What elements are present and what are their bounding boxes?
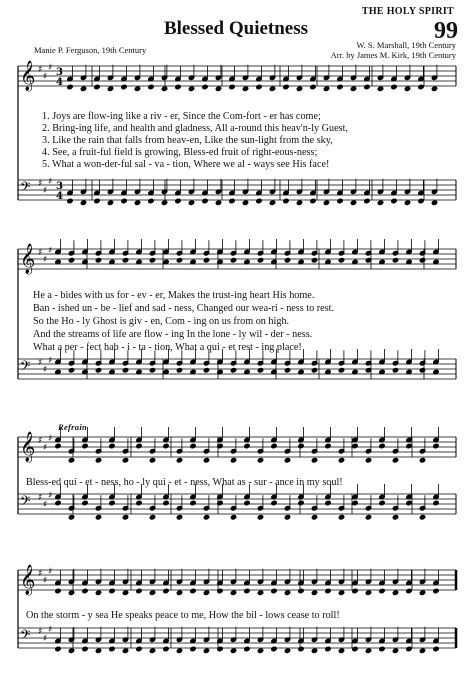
verse-line-3: 3. Like the rain that falls from heav-en, Like the sun-light from the sky,	[42, 135, 333, 146]
note-head	[136, 646, 142, 651]
note-head	[176, 458, 182, 463]
note-head	[109, 500, 115, 505]
note-head	[418, 198, 424, 203]
note-head	[136, 443, 142, 448]
sharp-symbol: ♯	[48, 177, 53, 187]
verse-line-4b: And the streams of life are flow - ing In the lone - ly wil - der - ness.	[33, 329, 313, 340]
sharp-symbol: ♯	[38, 493, 43, 503]
note-head	[188, 86, 194, 91]
note-head	[365, 590, 371, 595]
note-head	[379, 500, 385, 505]
note-head	[82, 646, 88, 651]
note-head	[95, 258, 101, 263]
note-head	[122, 590, 128, 595]
note-head	[283, 198, 289, 203]
note-head	[352, 588, 358, 593]
note-head	[310, 84, 316, 89]
note-head	[406, 646, 412, 651]
note-head	[122, 368, 128, 373]
note-head	[392, 458, 398, 463]
sharp-symbol: ♯	[38, 248, 43, 258]
note-head	[95, 590, 101, 595]
note-head	[338, 590, 344, 595]
note-head	[244, 443, 250, 448]
note-head	[269, 86, 275, 91]
note-head	[310, 198, 316, 203]
sharp-symbol: ♯	[48, 246, 53, 256]
note-head	[296, 86, 302, 91]
note-head	[433, 588, 439, 593]
note-head	[55, 588, 61, 593]
note-head	[95, 368, 101, 373]
verse-line-3b: So the Ho - ly Ghost is giv - en, Com - ing on us from on high.	[33, 316, 290, 327]
note-head	[229, 198, 235, 203]
note-head	[242, 86, 248, 91]
note-head	[350, 86, 356, 91]
note-head	[109, 443, 115, 448]
verse-line-5b: What a per - fect hab - i - ta - tion, What a qui - et rest - ing place!	[33, 342, 302, 353]
note-head	[230, 648, 236, 653]
note-head	[188, 200, 194, 205]
note-head	[298, 443, 304, 448]
note-head	[406, 588, 412, 593]
note-head	[95, 515, 101, 520]
note-head	[431, 200, 437, 205]
note-head	[229, 84, 235, 89]
note-head	[68, 590, 74, 595]
note-head	[176, 648, 182, 653]
note-head	[325, 500, 331, 505]
note-head	[134, 86, 140, 91]
note-head	[175, 198, 181, 203]
note-head	[149, 368, 155, 373]
sharp-symbol: ♯	[48, 625, 53, 635]
note-head	[203, 590, 209, 595]
note-head	[175, 84, 181, 89]
note-head	[419, 458, 425, 463]
sharp-symbol: ♯	[38, 627, 43, 637]
note-head	[392, 648, 398, 653]
note-head	[365, 648, 371, 653]
note-head	[244, 500, 250, 505]
note-head	[122, 458, 128, 463]
note-head	[391, 84, 397, 89]
note-head	[256, 198, 262, 203]
music-credit: W. S. Marshall, 19th Century	[356, 40, 456, 50]
note-head	[202, 84, 208, 89]
note-head	[109, 588, 115, 593]
sharp-symbol: ♯	[43, 365, 48, 375]
note-head	[364, 198, 370, 203]
note-head	[203, 648, 209, 653]
note-head	[311, 368, 317, 373]
note-head	[311, 590, 317, 595]
note-head	[365, 458, 371, 463]
sharp-symbol: ♯	[43, 634, 48, 644]
note-head	[82, 588, 88, 593]
sharp-symbol: ♯	[43, 443, 48, 453]
note-head	[257, 515, 263, 520]
sharp-symbol: ♯	[38, 436, 43, 446]
time-signature: 3	[56, 181, 63, 192]
note-head	[176, 590, 182, 595]
note-head	[163, 646, 169, 651]
note-head	[149, 258, 155, 263]
note-head	[67, 84, 73, 89]
sharp-symbol: ♯	[48, 434, 53, 444]
note-head	[296, 200, 302, 205]
section-heading: THE HOLY SPIRIT	[361, 6, 454, 17]
sharp-symbol: ♯	[48, 356, 53, 366]
note-head	[148, 84, 154, 89]
hymn-title: Blessed Quietness	[163, 18, 309, 39]
note-head	[419, 258, 425, 263]
note-head	[433, 646, 439, 651]
note-head	[284, 515, 290, 520]
sharp-symbol: ♯	[38, 569, 43, 579]
note-head	[284, 648, 290, 653]
note-head	[350, 200, 356, 205]
note-head	[242, 200, 248, 205]
note-head	[392, 368, 398, 373]
note-head	[55, 443, 61, 448]
note-head	[284, 258, 290, 263]
note-head	[311, 458, 317, 463]
note-head	[107, 200, 113, 205]
note-head	[337, 198, 343, 203]
note-head	[298, 588, 304, 593]
note-head	[271, 500, 277, 505]
note-head	[230, 590, 236, 595]
treble-clef: 𝄞	[20, 244, 36, 274]
sharp-symbol: ♯	[48, 63, 53, 73]
note-head	[230, 458, 236, 463]
note-head	[107, 86, 113, 91]
note-head	[203, 458, 209, 463]
note-head	[271, 646, 277, 651]
note-head	[122, 648, 128, 653]
note-head	[203, 515, 209, 520]
note-head	[271, 443, 277, 448]
refrain-label: Refrain	[58, 422, 88, 432]
note-head	[379, 646, 385, 651]
note-head	[121, 198, 127, 203]
note-head	[134, 200, 140, 205]
note-head	[163, 588, 169, 593]
note-head	[431, 86, 437, 91]
note-head	[256, 84, 262, 89]
note-head	[68, 515, 74, 520]
note-head	[404, 86, 410, 91]
note-head	[149, 458, 155, 463]
note-head	[352, 646, 358, 651]
note-head	[352, 443, 358, 448]
sharp-symbol: ♯	[48, 567, 53, 577]
note-head	[244, 588, 250, 593]
note-head	[257, 590, 263, 595]
bass-clef: 𝄢	[20, 358, 31, 377]
note-head	[122, 258, 128, 263]
note-head	[283, 84, 289, 89]
note-head	[176, 368, 182, 373]
note-head	[149, 515, 155, 520]
note-head	[95, 458, 101, 463]
note-head	[406, 443, 412, 448]
sharp-symbol: ♯	[38, 65, 43, 75]
note-head	[406, 500, 412, 505]
note-head	[323, 86, 329, 91]
note-head	[338, 258, 344, 263]
note-head	[433, 500, 439, 505]
note-head	[55, 646, 61, 651]
note-head	[230, 368, 236, 373]
note-head	[379, 443, 385, 448]
note-head	[215, 200, 221, 205]
sharp-symbol: ♯	[43, 576, 48, 586]
note-head	[325, 588, 331, 593]
note-head	[433, 443, 439, 448]
note-head	[80, 86, 86, 91]
note-head	[215, 86, 221, 91]
note-head	[109, 646, 115, 651]
note-head	[365, 515, 371, 520]
note-head	[257, 368, 263, 373]
note-head	[230, 258, 236, 263]
hymn-number: 99	[434, 18, 458, 44]
verse-line-2b: Ban - ished un - be - lief and sad - ness, Changed our wea-ri - ness to rest.	[33, 303, 335, 314]
verse-line-1b: He a - bides with us for - ev - er, Makes the trust-ing heart His home.	[33, 290, 315, 301]
note-head	[391, 198, 397, 203]
bass-clef: 𝄢	[20, 493, 31, 512]
note-head	[203, 368, 209, 373]
bass-clef: 𝄢	[20, 627, 31, 646]
note-head	[284, 458, 290, 463]
note-head	[94, 84, 100, 89]
note-head	[337, 84, 343, 89]
note-head	[161, 200, 167, 205]
note-head	[392, 590, 398, 595]
note-head	[68, 648, 74, 653]
note-head	[176, 515, 182, 520]
note-head	[257, 648, 263, 653]
sharp-symbol: ♯	[43, 255, 48, 265]
note-head	[269, 200, 275, 205]
sharp-symbol: ♯	[43, 72, 48, 82]
note-head	[80, 200, 86, 205]
note-head	[392, 515, 398, 520]
note-head	[298, 646, 304, 651]
note-head	[55, 500, 61, 505]
note-head	[190, 443, 196, 448]
time-signature: 4	[56, 191, 63, 202]
sharp-symbol: ♯	[38, 179, 43, 189]
note-head	[67, 198, 73, 203]
note-head	[148, 198, 154, 203]
note-head	[377, 86, 383, 91]
note-head	[377, 200, 383, 205]
verse-line-2: 2. Bring-ing life, and health and gladness, All a-round this heav'n-ly Guest,	[42, 123, 348, 134]
note-head	[244, 646, 250, 651]
note-head	[161, 86, 167, 91]
note-head	[68, 458, 74, 463]
note-head	[149, 648, 155, 653]
note-head	[338, 515, 344, 520]
note-head	[95, 648, 101, 653]
note-head	[392, 258, 398, 263]
note-head	[203, 258, 209, 263]
note-head	[121, 84, 127, 89]
note-head	[136, 500, 142, 505]
note-head	[257, 258, 263, 263]
refrain-line-1: Bless-ed qui - et - ness, ho - ly qui - et - ness, What as - sur - ance in my soul!	[26, 477, 343, 488]
note-head	[230, 515, 236, 520]
note-head	[202, 198, 208, 203]
note-head	[325, 443, 331, 448]
arrangement-credit: Arr. by James M. Kirk, 19th Century	[330, 50, 456, 60]
note-head	[271, 588, 277, 593]
note-head	[163, 500, 169, 505]
note-head	[94, 198, 100, 203]
refrain-line-2: On the storm - y sea He speaks peace to me, How the bil - lows cease to roll!	[26, 610, 340, 621]
note-head	[379, 588, 385, 593]
note-head	[82, 500, 88, 505]
time-signature: 3	[56, 67, 63, 78]
note-head	[311, 515, 317, 520]
note-head	[311, 648, 317, 653]
note-head	[122, 515, 128, 520]
time-signature: 4	[56, 77, 63, 88]
verse-line-1: 1. Joys are flow-ing like a riv - er, Since the Com-fort - er has come;	[42, 111, 321, 122]
note-head	[82, 443, 88, 448]
verse-line-4: 4. See, a fruit-ful field is growing, Bless-ed fruit of right-eous-ness;	[42, 147, 318, 158]
note-head	[190, 588, 196, 593]
note-head	[68, 258, 74, 263]
note-head	[176, 258, 182, 263]
note-head	[419, 648, 425, 653]
note-head	[323, 200, 329, 205]
note-head	[418, 84, 424, 89]
note-head	[149, 590, 155, 595]
note-head	[163, 443, 169, 448]
note-head	[136, 588, 142, 593]
note-head	[419, 515, 425, 520]
note-head	[338, 458, 344, 463]
treble-clef: 𝄞	[20, 61, 36, 91]
note-head	[68, 368, 74, 373]
note-head	[311, 258, 317, 263]
note-head	[364, 84, 370, 89]
sharp-symbol: ♯	[38, 358, 43, 368]
verse-line-5: 5. What a won-der-ful sal - va - tion, Where we al - ways see His face!	[42, 159, 330, 170]
note-head	[352, 500, 358, 505]
note-head	[338, 368, 344, 373]
bass-clef: 𝄢	[20, 179, 31, 198]
sharp-symbol: ♯	[43, 186, 48, 196]
treble-clef: 𝄞	[20, 565, 36, 595]
note-head	[284, 590, 290, 595]
words-credit: Manie P. Ferguson, 19th Century	[34, 45, 147, 55]
note-head	[190, 646, 196, 651]
sharp-symbol: ♯	[43, 500, 48, 510]
note-head	[298, 500, 304, 505]
note-head	[325, 646, 331, 651]
treble-clef: 𝄞	[20, 432, 36, 462]
note-head	[284, 368, 290, 373]
note-head	[419, 590, 425, 595]
note-head	[190, 500, 196, 505]
note-head	[419, 368, 425, 373]
sharp-symbol: ♯	[48, 491, 53, 501]
note-head	[257, 458, 263, 463]
note-head	[404, 200, 410, 205]
note-head	[338, 648, 344, 653]
